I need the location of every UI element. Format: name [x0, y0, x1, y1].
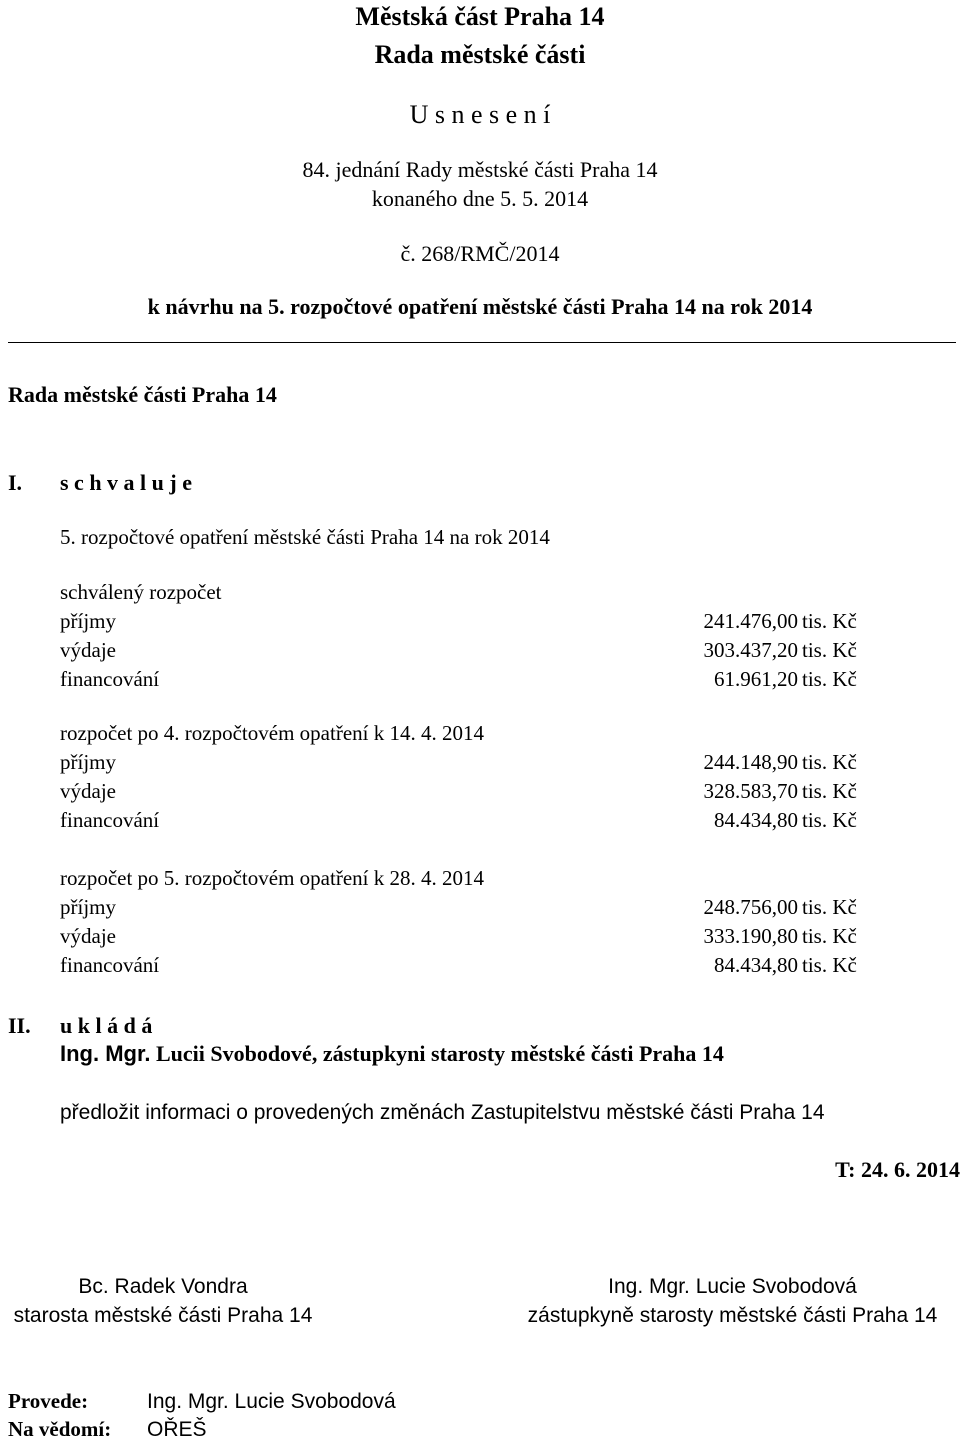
- group2-amount-financovani: 84.434,80: [714, 808, 798, 832]
- group3-unit-vydaje: tis. Kč: [802, 924, 857, 948]
- group1-title: schválený rozpočet: [60, 580, 222, 604]
- group1-unit-vydaje: tis. Kč: [802, 638, 857, 662]
- group1-amount-vydaje: 303.437,20: [703, 638, 798, 662]
- group2-label-financovani: financování: [60, 808, 160, 832]
- group1-label-financovani: financování: [60, 667, 160, 691]
- group3-amount-vydaje: 333.190,80: [703, 924, 798, 948]
- group1-amount-financovani: 61.961,20: [714, 667, 798, 691]
- navedomi-value: OŘEŠ: [147, 1418, 207, 1441]
- group1-amount-prijmy: 241.476,00: [703, 609, 798, 633]
- group3-label-prijmy: příjmy: [60, 895, 116, 919]
- signature-left-name: Bc. Radek Vondra: [78, 1275, 248, 1298]
- deadline: T: 24. 6. 2014: [835, 1157, 960, 1182]
- group2-amount-vydaje: 328.583,70: [703, 779, 798, 803]
- group2-amount-prijmy: 244.148,90: [703, 750, 798, 774]
- group3-title: rozpočet po 5. rozpočtovém opatření k 28. 4. 2014: [60, 866, 484, 890]
- group1-unit-prijmy: tis. Kč: [802, 609, 857, 633]
- group3-amount-prijmy: 248.756,00: [703, 895, 798, 919]
- resolution-number: č. 268/RMČ/2014: [400, 241, 560, 266]
- section2-numeral: II.: [8, 1013, 31, 1038]
- group3-label-vydaje: výdaje: [60, 924, 116, 948]
- meeting-date: konaného dne 5. 5. 2014: [371, 186, 589, 211]
- section1-numeral: I.: [8, 470, 23, 495]
- group2-label-vydaje: výdaje: [60, 779, 116, 803]
- task-text: předložit informaci o provedených změnách Zastupitelstvu městské části Praha 14: [60, 1101, 825, 1124]
- section1-verb: s c h v a l u j e: [60, 470, 192, 495]
- group1-label-prijmy: příjmy: [60, 609, 116, 633]
- section1-heading: 5. rozpočtové opatření městské části Praha 14 na rok 2014: [60, 525, 550, 549]
- group2-title: rozpočet po 4. rozpočtovém opatření k 14. 4. 2014: [60, 721, 484, 745]
- provede-label: Provede:: [8, 1389, 89, 1413]
- signature-right-name: Ing. Mgr. Lucie Svobodová: [608, 1275, 857, 1298]
- meeting-line: 84. jednání Rady městské části Praha 14: [302, 157, 658, 182]
- signature-right-role: zástupkyně starosty městské části Praha 14: [527, 1304, 938, 1327]
- group3-label-financovani: financování: [60, 953, 160, 977]
- group2-unit-financovani: tis. Kč: [802, 808, 857, 832]
- group2-label-prijmy: příjmy: [60, 750, 116, 774]
- group3-unit-prijmy: tis. Kč: [802, 895, 857, 919]
- signature-left-role: starosta městské části Praha 14: [13, 1304, 313, 1327]
- header-divider: [8, 342, 956, 343]
- assignee-title: Ing. Mgr.: [60, 1041, 151, 1066]
- group1-unit-financovani: tis. Kč: [802, 667, 857, 691]
- group2-unit-prijmy: tis. Kč: [802, 750, 857, 774]
- assignee-line: [60, 1043, 724, 1065]
- provede-value: Ing. Mgr. Lucie Svobodová: [147, 1390, 396, 1413]
- group3-amount-financovani: 84.434,80: [714, 953, 798, 977]
- document-title: Městská část Praha 14: [355, 2, 605, 31]
- group2-unit-vydaje: tis. Kč: [802, 779, 857, 803]
- group3-unit-financovani: tis. Kč: [802, 953, 857, 977]
- document-subtitle: Rada městské části: [374, 40, 586, 69]
- navedomi-label: Na vědomí:: [8, 1417, 112, 1441]
- document-type: U s n e s e n í: [409, 100, 551, 129]
- group1-label-vydaje: výdaje: [60, 638, 116, 662]
- resolution-subject: k návrhu na 5. rozpočtové opatření městské části Praha 14 na rok 2014: [147, 294, 813, 319]
- assignee-name-role: Lucii Svobodové, zástupkyni starosty městské části Praha 14: [155, 1041, 724, 1066]
- body-author: Rada městské části Praha 14: [8, 382, 277, 407]
- section2-verb: u k l á d á: [60, 1013, 153, 1038]
